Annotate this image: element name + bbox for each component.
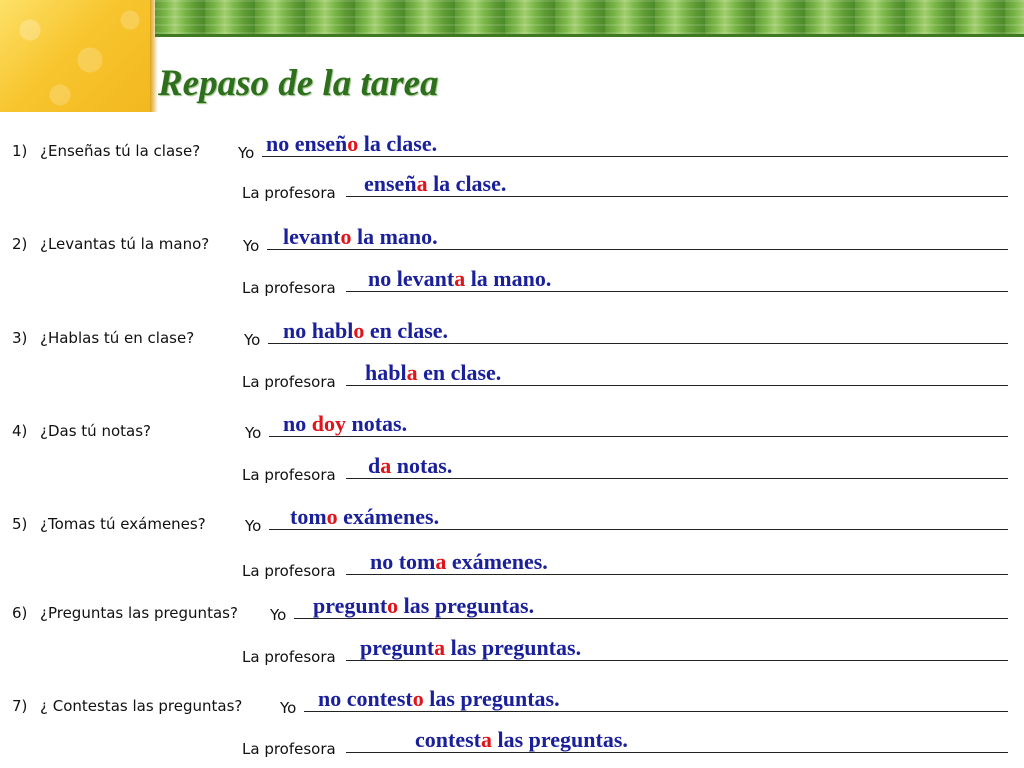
yo-answer-ending: o	[347, 131, 359, 156]
prof-answer	[365, 360, 501, 386]
question-number: 7)	[12, 697, 28, 715]
prof-answer	[368, 266, 551, 292]
prof-answer-stem: pregunt	[360, 635, 435, 660]
header-band-decoration	[155, 0, 1024, 37]
question-number: 3)	[12, 329, 28, 347]
yo-answer-stem: no habl	[283, 318, 354, 343]
yo-answer-rest: la clase.	[358, 131, 438, 156]
question-text: ¿Das tú notas?	[40, 422, 151, 440]
yo-answer-rest: exámenes.	[337, 504, 440, 529]
prof-answer-ending: a	[435, 549, 447, 574]
prof-answer-ending: a	[454, 266, 466, 291]
yo-answer-ending: doy	[311, 411, 346, 436]
prof-answer-stem: enseñ	[364, 171, 417, 196]
profesora-row-3	[0, 361, 1024, 401]
yo-answer-stem: no enseñ	[266, 131, 348, 156]
yo-answer-stem: tom	[290, 504, 327, 529]
prof-answer-stem: no tom	[370, 549, 436, 574]
yo-answer-ending: o	[340, 224, 352, 249]
prof-answer-rest: notas.	[391, 453, 453, 478]
yo-answer-rest: en clase.	[364, 318, 449, 343]
yo-label: Yo	[238, 144, 255, 162]
prof-answer-rest: en clase.	[417, 360, 502, 385]
yo-label: Yo	[244, 331, 261, 349]
yo-label: Yo	[245, 517, 262, 535]
prof-answer-rest: la clase.	[427, 171, 507, 196]
yo-answer-rest: notas.	[346, 411, 408, 436]
yo-answer	[313, 593, 534, 619]
question-row-4	[0, 412, 1024, 452]
yo-answer	[318, 686, 560, 712]
profesora-label: La profesora	[242, 373, 336, 391]
question-row-3	[0, 319, 1024, 359]
prof-answer-stem: d	[368, 453, 381, 478]
question-text: ¿Levantas tú la mano?	[40, 235, 210, 253]
yo-label: Yo	[243, 237, 260, 255]
prof-answer	[360, 635, 581, 661]
yo-answer-ending: o	[412, 686, 424, 711]
question-number: 1)	[12, 142, 28, 160]
prof-answer-ending: a	[380, 453, 392, 478]
prof-answer	[368, 453, 452, 479]
prof-answer	[364, 171, 506, 197]
yo-answer-rest: las preguntas.	[398, 593, 535, 618]
question-row-6	[0, 594, 1024, 634]
question-text: ¿ Contestas las preguntas?	[40, 697, 243, 715]
question-number: 5)	[12, 515, 28, 533]
yo-answer-ending: o	[353, 318, 365, 343]
yo-answer-rest: la mano.	[351, 224, 438, 249]
question-row-1	[0, 132, 1024, 172]
yo-label: Yo	[245, 424, 262, 442]
yo-answer-stem: no contest	[318, 686, 413, 711]
profesora-label: La profesora	[242, 466, 336, 484]
profesora-label: La profesora	[242, 279, 336, 297]
yo-answer-ending: o	[326, 504, 338, 529]
question-number: 6)	[12, 604, 28, 622]
prof-answer-ending: a	[480, 727, 492, 752]
question-row-2	[0, 225, 1024, 265]
profesora-row-2	[0, 267, 1024, 307]
prof-answer-rest: exámenes.	[446, 549, 548, 574]
profesora-label: La profesora	[242, 184, 336, 202]
question-number: 2)	[12, 235, 28, 253]
profesora-label: La profesora	[242, 562, 336, 580]
yo-label: Yo	[270, 606, 287, 624]
yo-answer-stem: no	[283, 411, 312, 436]
profesora-label: La profesora	[242, 740, 336, 758]
question-text: ¿Enseñas tú la clase?	[40, 142, 201, 160]
prof-answer-ending: a	[416, 171, 428, 196]
yo-answer-stem: pregunt	[313, 593, 388, 618]
prof-answer	[415, 727, 628, 753]
profesora-row-6	[0, 636, 1024, 676]
profesora-row-7	[0, 728, 1024, 768]
profesora-row-1	[0, 172, 1024, 212]
prof-answer-rest: las preguntas.	[491, 727, 628, 752]
yo-answer-rest: las preguntas.	[423, 686, 560, 711]
prof-answer	[370, 549, 548, 575]
prof-answer-ending: a	[434, 635, 446, 660]
profesora-row-5	[0, 550, 1024, 590]
page-title: Repaso de la tarea	[158, 63, 439, 104]
profesora-row-4	[0, 454, 1024, 494]
question-number: 4)	[12, 422, 28, 440]
yo-answer	[283, 411, 407, 437]
prof-answer-rest: la mano.	[465, 266, 552, 291]
question-row-7	[0, 687, 1024, 727]
yo-answer	[266, 131, 437, 157]
prof-answer-rest: las preguntas.	[445, 635, 582, 660]
header-corner-decoration	[0, 0, 155, 112]
question-text: ¿Hablas tú en clase?	[40, 329, 195, 347]
prof-answer-stem: contest	[415, 727, 481, 752]
prof-answer-ending: a	[406, 360, 418, 385]
question-text: ¿Tomas tú exámenes?	[40, 515, 206, 533]
prof-answer-stem: habl	[365, 360, 407, 385]
yo-answer	[290, 504, 439, 530]
yo-answer	[283, 318, 448, 344]
yo-label: Yo	[280, 699, 297, 717]
yo-answer-stem: levant	[283, 224, 341, 249]
yo-answer-ending: o	[387, 593, 399, 618]
profesora-label: La profesora	[242, 648, 336, 666]
yo-answer	[283, 224, 438, 250]
question-text: ¿Preguntas las preguntas?	[40, 604, 238, 622]
question-row-5	[0, 505, 1024, 545]
prof-answer-stem: no levant	[368, 266, 455, 291]
